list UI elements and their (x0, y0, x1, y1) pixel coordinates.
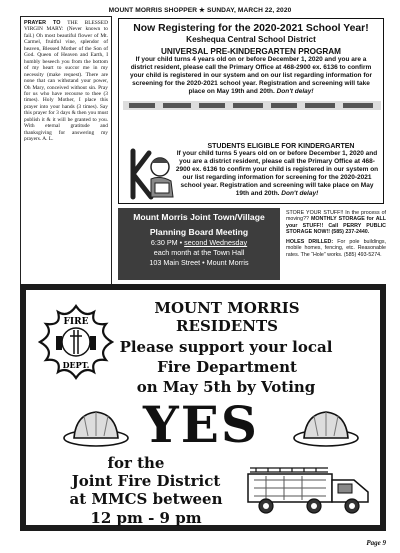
upk-body-text: If your child turns 4 years old on or before December 1, 2020 and you are a district resident, please call the Primary Office at 468-2900 ex. 6136 to confirm your child is registered in our system and on our list regarding information for screening for the 2020-2021 school year. Registration and screening will take place on May 19th and 20th. (130, 56, 372, 95)
logo-dept-text: DEPT. (62, 360, 90, 370)
meeting-title-1: Mount Morris Joint Town/Village (133, 212, 265, 222)
ad-line-6: for the (107, 454, 165, 472)
meeting-title-2: Planning Board Meeting (149, 227, 249, 237)
meeting-location: each month at the Town Hall (153, 248, 245, 257)
ad-line-7: Joint Fire District (71, 472, 221, 490)
meeting-address: 103 Main Street • Mount Morris (149, 258, 249, 267)
kindergarten-body-text: If your child turns 5 years old on or before December 1, 2020 and you are a district resident, please call the Primary Office at 468-2900 ex. 6136 to confirm your child is registered in our system on our list regarding information for screening for the 2020-2021 school year. Registration and screening will take place on May 19th and 20th. (175, 150, 379, 197)
meeting-day: second Wednesday (184, 238, 248, 247)
registration-ad (118, 18, 384, 204)
classified-holes (286, 239, 386, 258)
fire-department-ad (20, 284, 386, 531)
meeting-time-text: 6:30 PM • (150, 238, 183, 247)
ad-line-3: Please support your local (119, 338, 333, 356)
fire-ad-panel (26, 290, 380, 525)
firefighter-helmet-icon (62, 408, 130, 448)
kindergarten-delay: Don't delay! (281, 190, 319, 197)
school-district: Keshequa Central School District (186, 35, 316, 44)
ad-line-8: at MMCS between (69, 490, 223, 508)
prayer-notice (20, 16, 112, 286)
ad-line-4: Fire Department (157, 358, 297, 376)
meeting-time (118, 238, 280, 248)
ad-line-9: 12 pm - 9 pm (90, 509, 202, 527)
storage-bold: MONTHLY STORAGE for ALL your STUFF!! Call PERRY PUBLIC STORAGE NOW!! (585) 237-2440. (286, 216, 386, 235)
registration-title: Now Registering for the 2020-2021 School Year! (133, 23, 369, 34)
firefighter-helmet-icon (292, 408, 360, 448)
classified-ads (286, 210, 386, 262)
page-header: MOUNT MORRIS SHOPPER ★ SUNDAY, MARCH 22, 2020 (108, 7, 292, 14)
ad-line-1: MOUNT MORRIS (154, 299, 300, 317)
prayer-title: PRAYER TO (24, 20, 61, 26)
fire-truck-icon (244, 462, 374, 516)
planning-board-notice (118, 208, 280, 280)
upk-heading: UNIVERSAL PRE-KINDERGARTEN PROGRAM (161, 47, 341, 56)
ad-line-5: on May 5th by Voting (136, 378, 316, 396)
upk-delay: Don't delay! (276, 88, 314, 95)
storage-text: STORE YOUR STUFF!! In the process of moving?? (286, 210, 386, 223)
kindergarten-heading: STUDENTS ELIGIBLE FOR KINDERGARTEN (207, 143, 355, 150)
abc-ticker-decoration (123, 99, 381, 112)
classified-storage (286, 210, 386, 235)
yes-vote-text: YES (143, 395, 259, 454)
ad-line-2: RESIDENTS (176, 317, 278, 335)
upk-body (119, 56, 383, 96)
student-illustration-icon (127, 147, 177, 201)
logo-fire-text: FIRE (63, 317, 89, 327)
page-number: Page 9 (366, 539, 386, 547)
holes-bold: HOLES DRILLED: (286, 239, 334, 246)
prayer-body: THE BLESSED VIRGIN MARY: (Never known to fail.) Oh most beautiful flower of Mt. Carmel, fruitful vine, splendor of heaven, Blessed Mother of the Son of God. Queen of Heaven and Earth, I humbly beseech you from the bottom of my heart to succor me in my necessity (make request). There are none that can withstand your power, Oh Mary, conceived without sin. Pray for us who have recourse to thee (3 times). Holy Mother, I place this prayer into your hands (3 times). Say this prayer for 3 days & then you must publish it & it will be granted to you. With eternal gratitude and thanksgiving for answering my prayers. A. L. (24, 20, 108, 143)
holes-text: For pole buildings, mobile homes, fencing, etc. Reasonable rates. The “Hole” works. (585) 493-5274. (286, 239, 386, 258)
